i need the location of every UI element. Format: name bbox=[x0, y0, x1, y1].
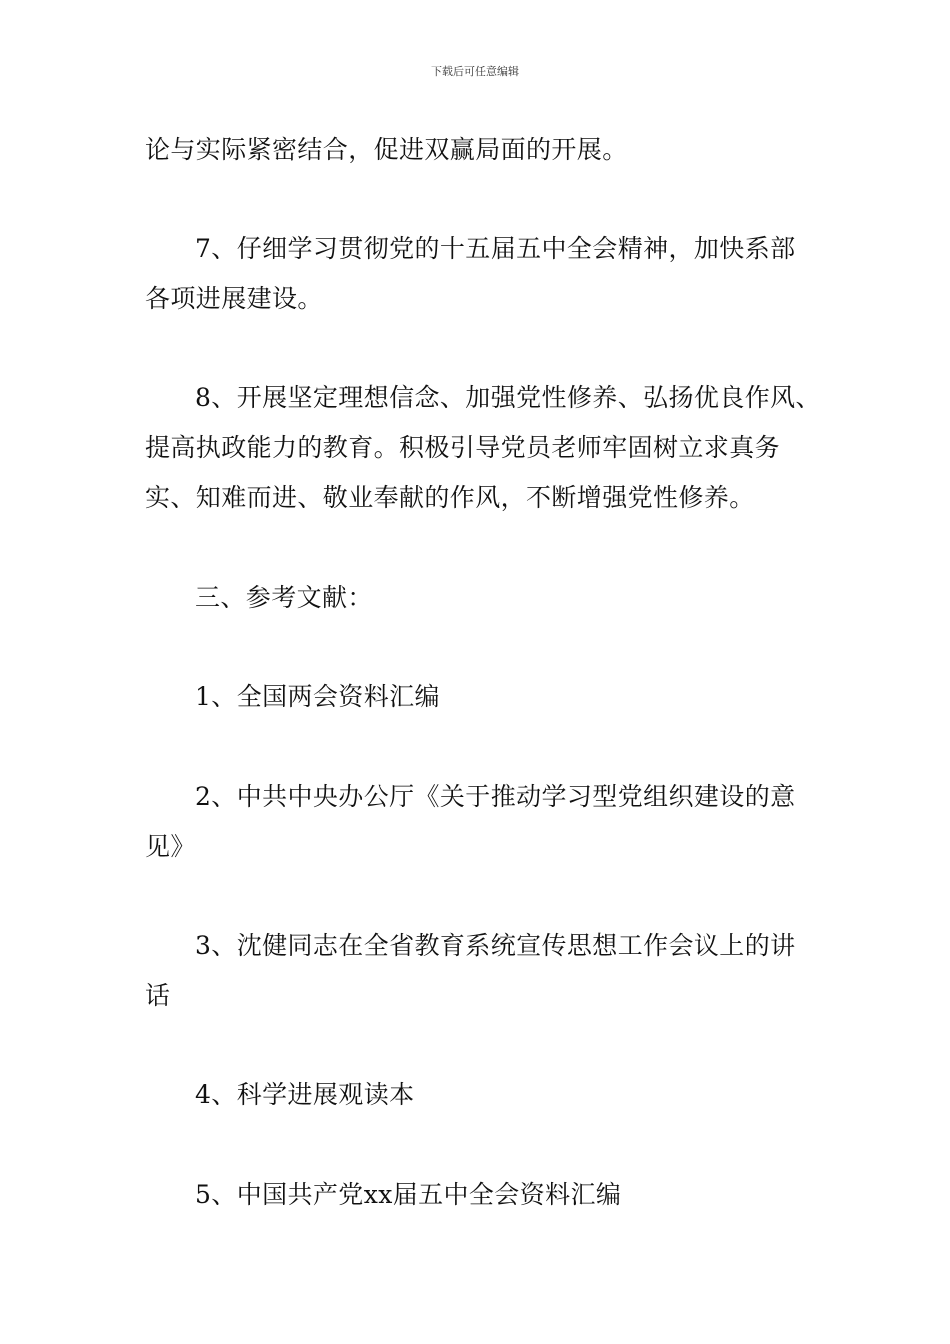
page-header: 下载后可任意编辑 bbox=[431, 65, 519, 78]
paragraph-line: 提高执政能力的教育。积极引导党员老师牢固树立求真务 bbox=[145, 433, 781, 462]
reference-item: 3、沈健同志在全省教育系统宣传思想工作会议上的讲 bbox=[195, 931, 796, 960]
reference-item: 5、中国共产党xx届五中全会资料汇编 bbox=[195, 1180, 622, 1209]
reference-item-continued: 见》 bbox=[145, 832, 196, 861]
paragraph-line: 论与实际紧密结合，促进双赢局面的开展。 bbox=[145, 135, 628, 164]
paragraph-line: 8、开展坚定理想信念、加强党性修养、弘扬优良作风、 bbox=[195, 383, 821, 412]
section-heading: 三、参考文献： bbox=[195, 583, 373, 612]
reference-item: 4、科学进展观读本 bbox=[195, 1080, 415, 1109]
reference-item: 1、全国两会资料汇编 bbox=[195, 682, 440, 711]
paragraph-line: 各项进展建设。 bbox=[145, 284, 323, 313]
reference-item: 2、中共中央办公厅《关于推动学习型党组织建设的意 bbox=[195, 782, 796, 811]
paragraph-line: 7、仔细学习贯彻党的十五届五中全会精神，加快系部 bbox=[195, 234, 796, 263]
reference-item-continued: 话 bbox=[145, 981, 171, 1010]
paragraph-line: 实、知难而进、敬业奉献的作风，不断增强党性修养。 bbox=[145, 483, 755, 512]
